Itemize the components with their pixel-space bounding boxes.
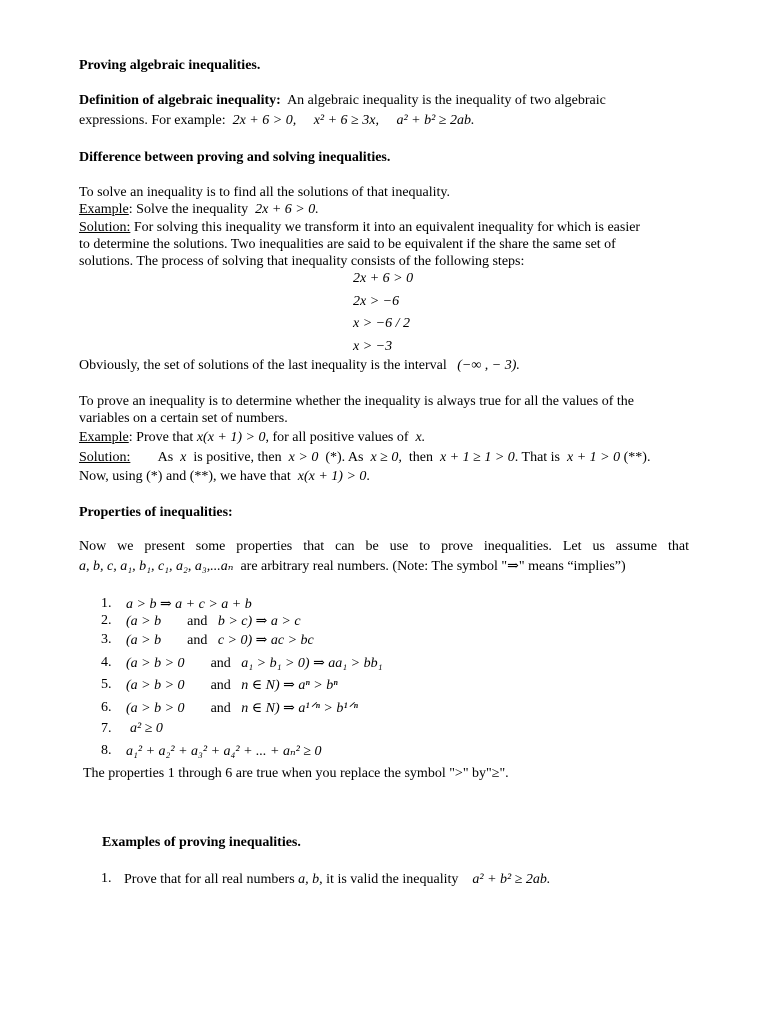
- solve-conclusion-text: Obviously, the set of solutions of the last inequality is the interval: [79, 358, 447, 373]
- example-1: [124, 871, 550, 888]
- difference-heading: Difference between proving and solving inequalities.: [79, 150, 391, 165]
- property-8: [126, 743, 322, 760]
- property-3-c: c > 0) ⇒ ac > bc: [217, 633, 314, 648]
- definition-line-2: [79, 112, 475, 129]
- definition-heading: Definition of algebraic inequality:: [79, 93, 281, 108]
- property-5-and: and: [210, 678, 231, 693]
- prove-example: [79, 429, 425, 446]
- solve-step-2: 2x > −6: [353, 294, 400, 309]
- prove-now-end: .: [366, 469, 370, 484]
- property-8-number: 8.: [101, 743, 112, 758]
- prove-solution-x: x: [180, 450, 187, 465]
- prove-example-var: x.: [415, 430, 426, 445]
- prove-example-math: x(x + 1) > 0: [196, 430, 266, 445]
- prove-example-rest: , for all positive values of: [265, 430, 409, 445]
- prove-solution-m2: x ≥ 0,: [370, 450, 402, 465]
- property-4-number: 4.: [101, 655, 112, 670]
- definition-example-1: 2x + 6 > 0,: [232, 113, 297, 128]
- solve-example-label: Example: [79, 202, 129, 217]
- property-3-a: (a > b: [126, 633, 162, 648]
- properties-intro-line-1: Now we present some properties that can be use to prove inequalities. Let us assume that: [79, 539, 689, 554]
- property-1-number: 1.: [101, 596, 112, 611]
- property-2-and: and: [187, 614, 208, 629]
- property-6: [126, 700, 358, 717]
- property-6-and: and: [210, 701, 231, 716]
- solve-step-3: x > −6 / 2: [353, 316, 410, 331]
- property-6-c: n ∈ N) ⇒ a¹ᐟⁿ > b¹ᐟⁿ: [241, 701, 358, 716]
- property-7-text: a² ≥ 0: [130, 721, 163, 736]
- properties-intro-rest: are arbitrary real numbers. (Note: The symbol "⇒" means “implies”): [240, 559, 626, 574]
- property-2-number: 2.: [101, 613, 112, 628]
- definition-examples-text: expressions. For example:: [79, 113, 226, 128]
- solve-solution-line-1: [79, 219, 640, 236]
- property-5: [126, 677, 338, 694]
- prove-example-text: : Prove that: [128, 430, 194, 445]
- properties-heading: Properties of inequalities:: [79, 505, 233, 520]
- property-4: [126, 655, 382, 672]
- property-7-number: 7.: [101, 721, 112, 736]
- prove-now: [79, 468, 370, 485]
- definition-text: An algebraic inequality is the inequality of two algebraic: [287, 93, 606, 108]
- solve-example: [79, 201, 319, 218]
- solve-step-4: x > −3: [353, 339, 393, 354]
- solve-example-text: : Solve the inequality: [128, 202, 249, 217]
- property-1: [126, 596, 252, 613]
- property-5-a: (a > b > 0: [126, 678, 185, 693]
- property-2: [126, 613, 301, 630]
- solve-step-1: 2x + 6 > 0: [353, 271, 414, 286]
- prove-solution-as: As: [157, 450, 174, 465]
- prove-solution: [79, 449, 650, 466]
- solve-solution-line-3: solutions. The process of solving that inequality consists of the following steps:: [79, 254, 525, 269]
- solve-interval: (−∞ , − 3).: [457, 358, 520, 373]
- prove-solution-t1: is positive, then: [193, 450, 282, 465]
- prove-line-1: To prove an inequality is to determine whether the inequality is always true for all the values of the: [79, 394, 634, 409]
- property-8-text: a₁² + a₂² + a₃² + a₄² + ... + aₙ² ≥ 0: [126, 744, 322, 759]
- example-1-vars: a, b: [298, 872, 320, 887]
- definition-example-3: a² + b² ≥ 2ab.: [396, 113, 475, 128]
- property-4-and: and: [210, 656, 231, 671]
- prove-solution-m3: x + 1 ≥ 1 > 0: [439, 450, 515, 465]
- property-4-a: (a > b > 0: [126, 656, 185, 671]
- prove-now-text: Now, using (*) and (**), we have that: [79, 469, 291, 484]
- properties-intro-line-2: [79, 558, 626, 575]
- prove-now-math: x(x + 1) > 0: [297, 469, 367, 484]
- prove-solution-m1: x > 0: [288, 450, 319, 465]
- examples-heading: Examples of proving inequalities.: [102, 835, 301, 850]
- example-1-rest: , it is valid the inequality: [319, 872, 459, 887]
- property-6-a: (a > b > 0: [126, 701, 185, 716]
- property-3-and: and: [187, 633, 208, 648]
- solve-intro: To solve an inequality is to find all the solutions of that inequality.: [79, 185, 450, 200]
- properties-note: The properties 1 through 6 are true when you replace the symbol ">" by"≥".: [83, 766, 509, 781]
- prove-solution-t2: (*). As: [325, 450, 364, 465]
- property-2-c: b > c) ⇒ a > c: [217, 614, 301, 629]
- page-title: Proving algebraic inequalities.: [79, 58, 261, 73]
- solve-solution-line-2: to determine the solutions. Two inequalities are said to be equivalent if the share the same set of: [79, 237, 616, 252]
- property-3: [126, 632, 314, 649]
- property-5-c: n ∈ N) ⇒ aⁿ > bⁿ: [241, 678, 338, 693]
- prove-solution-m4: x + 1 > 0: [567, 450, 621, 465]
- property-4-c: a₁ > b₁ > 0) ⇒ aa₁ > bb₁: [241, 656, 383, 671]
- prove-solution-t3: then: [408, 450, 433, 465]
- prove-solution-t4: . That is: [514, 450, 561, 465]
- property-7: [130, 721, 163, 737]
- property-2-a: (a > b: [126, 614, 162, 629]
- example-1-math: a² + b² ≥ 2ab.: [472, 872, 551, 887]
- solve-solution-text-1: For solving this inequality we transform it into an equivalent inequality for which is easier: [130, 220, 641, 235]
- property-3-number: 3.: [101, 632, 112, 647]
- definition-line-1: [79, 92, 606, 109]
- prove-example-label: Example: [79, 430, 129, 445]
- property-6-number: 6.: [101, 700, 112, 715]
- solve-conclusion: [79, 357, 520, 374]
- properties-vars: a, b, c, a₁, b₁, c₁, a₂, a₃,...aₙ: [79, 559, 234, 574]
- property-1-text: a > b ⇒ a + c > a + b: [126, 597, 252, 612]
- example-1-number: 1.: [101, 871, 112, 886]
- solve-example-math: 2x + 6 > 0.: [255, 202, 319, 217]
- prove-line-2: variables on a certain set of numbers.: [79, 411, 288, 426]
- solve-solution-label: Solution:: [79, 220, 131, 235]
- property-5-number: 5.: [101, 677, 112, 692]
- prove-solution-t5: (**).: [623, 450, 651, 465]
- prove-solution-label: Solution:: [79, 450, 131, 465]
- definition-example-2: x² + 6 ≥ 3x,: [313, 113, 379, 128]
- example-1-text: Prove that for all real numbers: [124, 872, 295, 887]
